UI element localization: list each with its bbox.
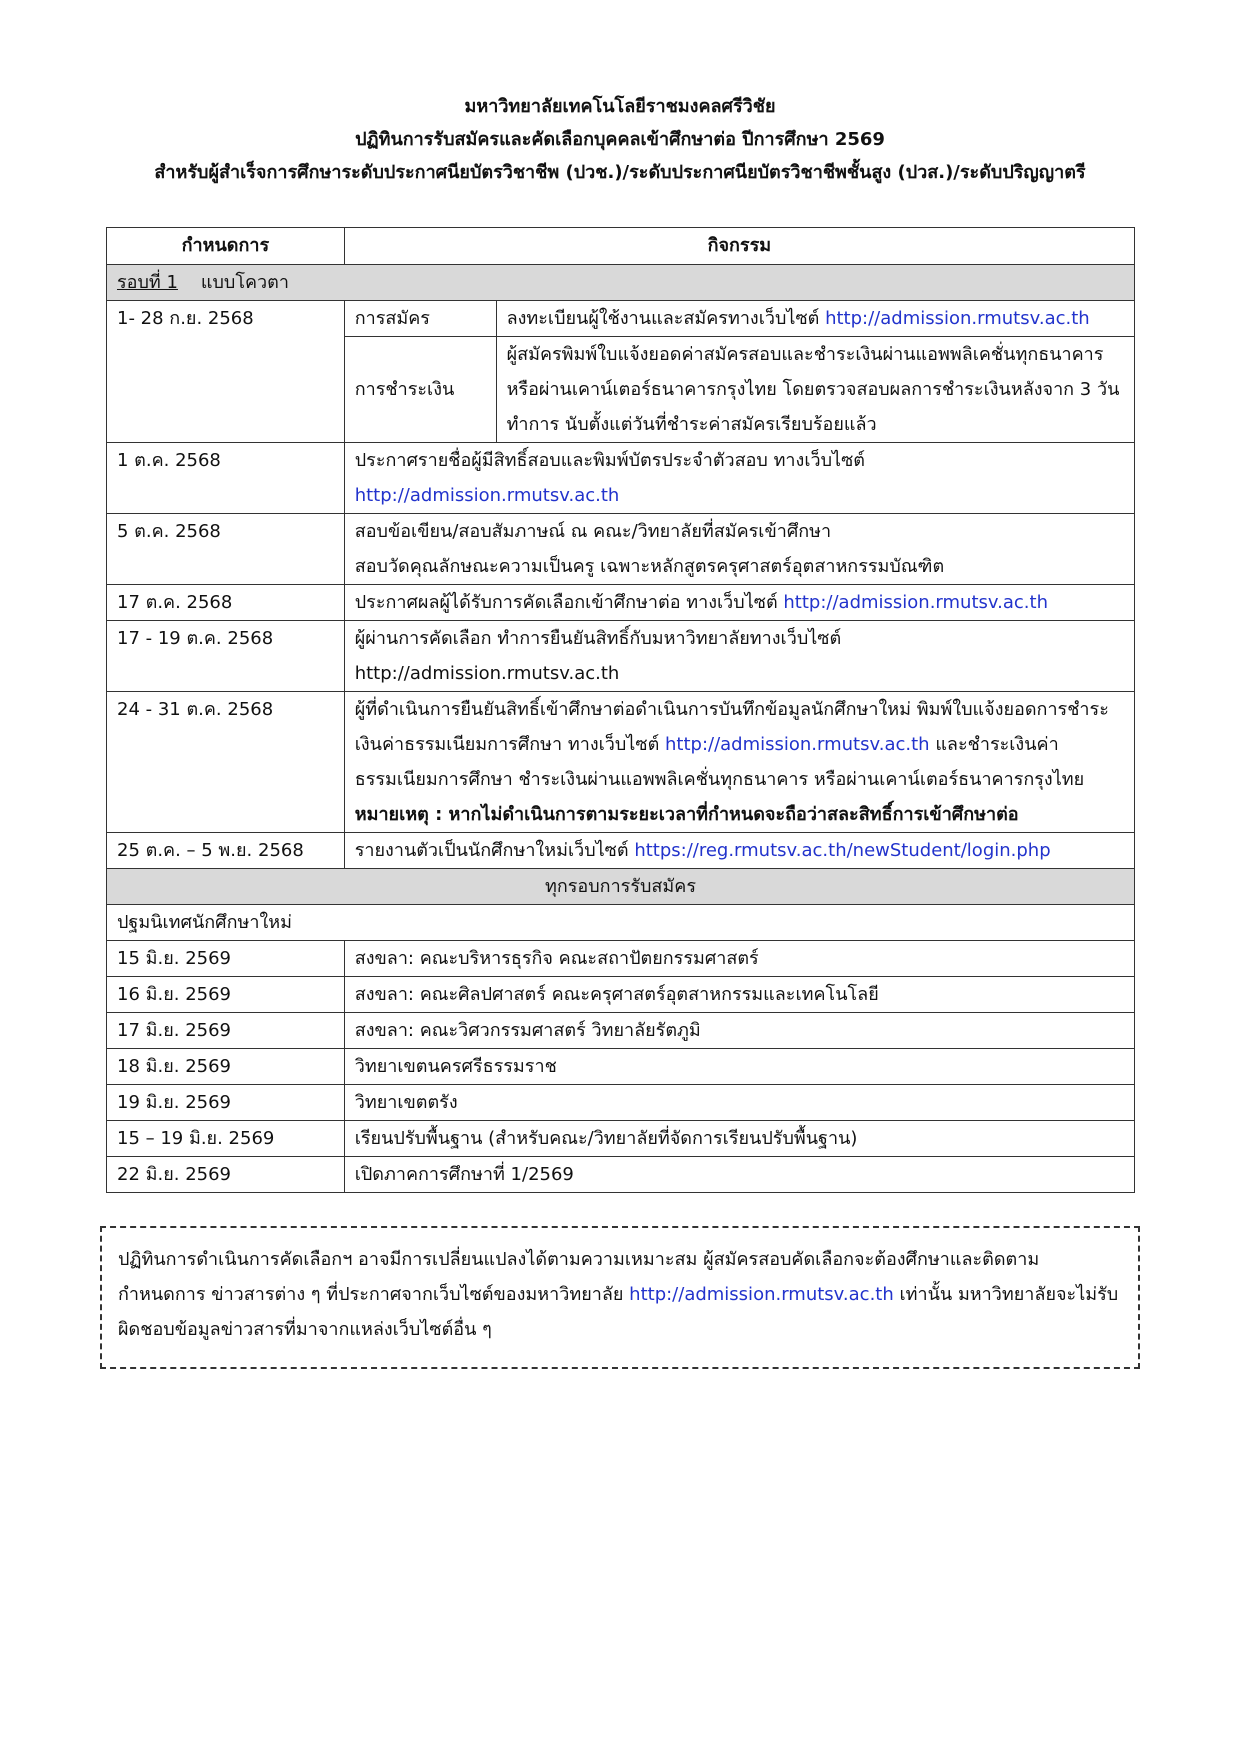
table-row [107, 692, 1135, 833]
admission-link[interactable]: http://admission.rmutsv.ac.th [629, 1284, 894, 1305]
all-rounds-label: ทุกรอบการรับสมัคร [107, 869, 1135, 905]
table-row [107, 833, 1135, 869]
orientation-section-row [107, 905, 1135, 941]
admission-link[interactable]: http://admission.rmutsv.ac.th [354, 485, 620, 506]
activity-cell: สงขลา: คณะศิลปศาสตร์ คณะครุศาสตร์อุตสาหกรรมและเทคโนโลยี [344, 977, 1134, 1013]
calendar-subtitle: สำหรับผู้สำเร็จการศึกษาระดับประกาศนียบัตรวิชาชีพ (ปวช.)/ระดับประกาศนียบัตรวิชาชีพชั้นสูง (ปวส.)/ระดับปริญญาตรี [154, 162, 1086, 183]
activity-cell: วิทยาเขตนครศรีธรรมราช [344, 1049, 1134, 1085]
activity-cell: ประกาศผลผู้ได้รับการคัดเลือกเข้าศึกษาต่อ ทางเว็บไซต์ http://admission.rmutsv.ac.th [344, 585, 1134, 621]
sub-activity-cell: การชำระเงิน [344, 337, 496, 443]
sub-activity-cell: การสมัคร [344, 301, 496, 337]
table-row [107, 941, 1135, 977]
document-header [100, 90, 1140, 189]
admission-link[interactable]: http://admission.rmutsv.ac.th [825, 308, 1090, 329]
table-row [107, 443, 1135, 514]
notice-text: ปฏิทินการดำเนินการคัดเลือกฯ อาจมีการเปลี่ยนแปลงได้ตามความเหมาะสม ผู้สมัครสอบคัดเลือกจะต้องศึกษาและติดตามกำหนดการ ข่าวสารต่าง ๆ ที่ประกาศจากเว็บไซต์ของมหาวิทยาลัย [118, 1249, 1040, 1305]
activity-cell: วิทยาเขตตรัง [344, 1085, 1134, 1121]
date-cell: 17 มิ.ย. 2569 [107, 1013, 345, 1049]
activity-cell: เปิดภาคการศึกษาที่ 1/2569 [344, 1157, 1134, 1193]
date-cell: 16 มิ.ย. 2569 [107, 977, 345, 1013]
admission-link[interactable]: http://admission.rmutsv.ac.th [783, 592, 1048, 613]
date-cell: 17 ต.ค. 2568 [107, 585, 345, 621]
activity-cell: สงขลา: คณะวิศวกรรมศาสตร์ วิทยาลัยรัตภูมิ [344, 1013, 1134, 1049]
date-cell: 15 มิ.ย. 2569 [107, 941, 345, 977]
registration-link[interactable]: https://reg.rmutsv.ac.th/newStudent/login.php [634, 840, 1051, 861]
table-row [107, 1049, 1135, 1085]
calendar-title: ปฏิทินการรับสมัครและคัดเลือกบุคคลเข้าศึกษาต่อ ปีการศึกษา 2569 [355, 129, 885, 150]
table-row [107, 1085, 1135, 1121]
activity-cell: ประกาศรายชื่อผู้มีสิทธิ์สอบและพิมพ์บัตรประจำตัวสอบ ทางเว็บไซต์ http://admission.rmutsv.ac.th [344, 443, 1134, 514]
notice-box [100, 1226, 1140, 1369]
round1-type: แบบโควตา [200, 272, 289, 293]
all-rounds-section-row [107, 869, 1135, 905]
activity-cell: ผู้ผ่านการคัดเลือก ทำการยืนยันสิทธิ์กับมหาวิทยาลัยทางเว็บไซต์ http://admission.rmutsv.ac.th [344, 621, 1134, 692]
notice-text-end: เท่านั้น มหาวิทยาลัยจะไม่รับผิดชอบข้อมูลข่าวสารที่มาจากแหล่งเว็บไซต์อื่น ๆ [118, 1284, 1119, 1340]
orientation-label: ปฐมนิเทศนักศึกษาใหม่ [107, 905, 1135, 941]
university-name: มหาวิทยาลัยเทคโนโลยีราชมงคลศรีวิชัย [464, 96, 776, 117]
table-row [107, 1013, 1135, 1049]
table-header-row [107, 228, 1135, 265]
table-row [107, 514, 1135, 585]
activity-cell: สงขลา: คณะบริหารธุรกิจ คณะสถาปัตยกรรมศาสตร์ [344, 941, 1134, 977]
column-header-activity: กิจกรรม [344, 228, 1134, 265]
admission-link[interactable]: http://admission.rmutsv.ac.th [665, 734, 930, 755]
activity-cell: สอบข้อเขียน/สอบสัมภาษณ์ ณ คณะ/วิทยาลัยที่สมัครเข้าศึกษา สอบวัดคุณลักษณะความเป็นครู เฉพาะหลักสูตรครุศาสตร์อุตสาหกรรมบัณฑิต [344, 514, 1134, 585]
date-cell: 22 มิ.ย. 2569 [107, 1157, 345, 1193]
table-row [107, 1121, 1135, 1157]
date-cell: 5 ต.ค. 2568 [107, 514, 345, 585]
table-row [107, 621, 1135, 692]
activity-cell: ผู้สมัครพิมพ์ใบแจ้งยอดค่าสมัครสอบและชำระเงินผ่านแอพพลิเคชั่นทุกธนาคาร หรือผ่านเคาน์เตอร์ธนาคารกรุงไทย โดยตรวจสอบผลการชำระเงินหลังจาก 3 วันทำการ นับตั้งแต่วันที่ชำระค่าสมัครเรียบร้อยแล้ว [496, 337, 1134, 443]
table-row [107, 1157, 1135, 1193]
date-cell: 18 มิ.ย. 2569 [107, 1049, 345, 1085]
activity-cell: รายงานตัวเป็นนักศึกษาใหม่เว็บไซต์ https://reg.rmutsv.ac.th/newStudent/login.php [344, 833, 1134, 869]
date-cell: 17 - 19 ต.ค. 2568 [107, 621, 345, 692]
round1-section-row [107, 265, 1135, 301]
date-cell: 24 - 31 ต.ค. 2568 [107, 692, 345, 833]
column-header-date: กำหนดการ [107, 228, 345, 265]
activity-cell: ผู้ที่ดำเนินการยืนยันสิทธิ์เข้าศึกษาต่อดำเนินการบันทึกข้อมูลนักศึกษาใหม่ พิมพ์ใบแจ้งยอดการชำระเงินค่าธรรมเนียมการศึกษา ทางเว็บไซต์ http://admission.rmutsv.ac.th และชำระเงินค่าธรรมเนียมการศึกษา ชำระเงินผ่านแอพพลิเคชั่นทุกธนาคาร หรือผ่านเคาน์เตอร์ธนาคารกรุงไทย หมายเหตุ : หากไม่ดำเนินการตามระยะเวลาที่กำหนดจะถือว่าสละสิทธิ์การเข้าศึกษาต่อ [344, 692, 1134, 833]
table-row [107, 585, 1135, 621]
remark-text: หมายเหตุ : หากไม่ดำเนินการตามระยะเวลาที่กำหนดจะถือว่าสละสิทธิ์การเข้าศึกษาต่อ [354, 804, 1019, 825]
activity-cell: ลงทะเบียนผู้ใช้งานและสมัครทางเว็บไซต์ http://admission.rmutsv.ac.th [496, 301, 1134, 337]
table-row [107, 977, 1135, 1013]
date-cell: 1 ต.ค. 2568 [107, 443, 345, 514]
date-cell: 1- 28 ก.ย. 2568 [107, 301, 345, 443]
round1-label: รอบที่ 1 [117, 272, 178, 293]
schedule-table [106, 227, 1135, 1193]
date-cell: 15 – 19 มิ.ย. 2569 [107, 1121, 345, 1157]
activity-cell: เรียนปรับพื้นฐาน (สำหรับคณะ/วิทยาลัยที่จัดการเรียนปรับพื้นฐาน) [344, 1121, 1134, 1157]
date-cell: 25 ต.ค. – 5 พ.ย. 2568 [107, 833, 345, 869]
date-cell: 19 มิ.ย. 2569 [107, 1085, 345, 1121]
table-row [107, 301, 1135, 337]
